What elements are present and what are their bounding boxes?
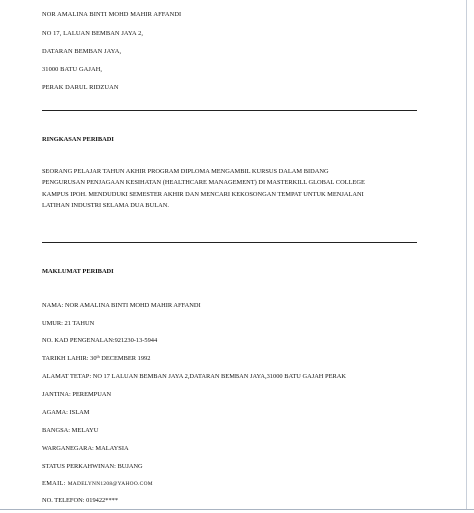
- address-area: DATARAN BEMBAN JAYA,: [42, 48, 122, 55]
- section-divider: [42, 110, 417, 111]
- dob-prefix: TARIKH LAHIR: 30: [42, 355, 97, 362]
- summary-line: PENGURUSAN PENJAGAAN KESIHATAN (HEALTHCARE MANAGEMENT) DI MASTERKILL GLOBAL COLLEGE: [42, 179, 365, 187]
- address-state: PERAK DARUL RIDZUAN: [42, 84, 119, 91]
- dob-suffix: DECEMBER 1992: [99, 355, 151, 362]
- address-name: NOR AMALINA BINTI MOHD MAHIR AFFANDI: [42, 11, 182, 18]
- address-postcode-city: 31000 BATU GAJAH,: [42, 66, 103, 73]
- field-religion: AGAMA: ISLAM: [42, 409, 90, 416]
- address-street: NO 17, LALUAN BEMBAN JAYA 2,: [42, 30, 144, 37]
- field-marital-status: STATUS PERKAHWINAN: BUJANG: [42, 463, 143, 470]
- field-permanent-address: ALAMAT TETAP: NO 17 LALUAN BEMBAN JAYA 2,DATARAN BEMBAN JAYA,31000 BATU GAJAH PERAK: [42, 373, 346, 380]
- summary-line: LATIHAN INDUSTRI SELAMA DUA BULAN.: [42, 201, 169, 209]
- section-divider: [42, 242, 417, 243]
- field-email: [42, 480, 153, 487]
- email-label: EMAIL:: [42, 480, 68, 487]
- personal-heading: MAKLUMAT PERIBADI: [42, 268, 114, 275]
- field-nationality: WARGANEGARA: MALAYSIA: [42, 445, 129, 452]
- summary-line: KAMPUS IPOH. MENDUDUKI SEMESTER AKHIR DAN MENCARI KEKOSONGAN TEMPAT UNTUK MENJALANI: [42, 190, 364, 198]
- field-race: BANGSA: MELAYU: [42, 427, 99, 434]
- summary-line: SEORANG PELAJAR TAHUN AKHIR PROGRAM DIPLOMA MENGAMBIL KURSUS DALAM BIDANG: [42, 168, 329, 175]
- dob-ordinal: th: [96, 354, 100, 359]
- field-ic: NO. KAD PENGENALAN:921230-13-5944: [42, 337, 158, 344]
- field-gender: JANTINA: PEREMPUAN: [42, 391, 112, 398]
- field-dob: [42, 355, 150, 362]
- email-value: MADELYNN1208@YAHOO.COM: [67, 481, 153, 487]
- field-name: NAMA: NOR AMALINA BINTI MOHD MAHIR AFFANDI: [42, 302, 201, 309]
- summary-paragraph: [42, 166, 432, 211]
- page-edge-bottom: [0, 509, 474, 510]
- field-age: UMUR: 21 TAHUN: [42, 320, 95, 327]
- field-phone: NO. TELEFON: 019422****: [42, 497, 119, 504]
- summary-heading: RINGKASAN PERIBADI: [42, 136, 114, 143]
- page-edge-right: [466, 0, 467, 509]
